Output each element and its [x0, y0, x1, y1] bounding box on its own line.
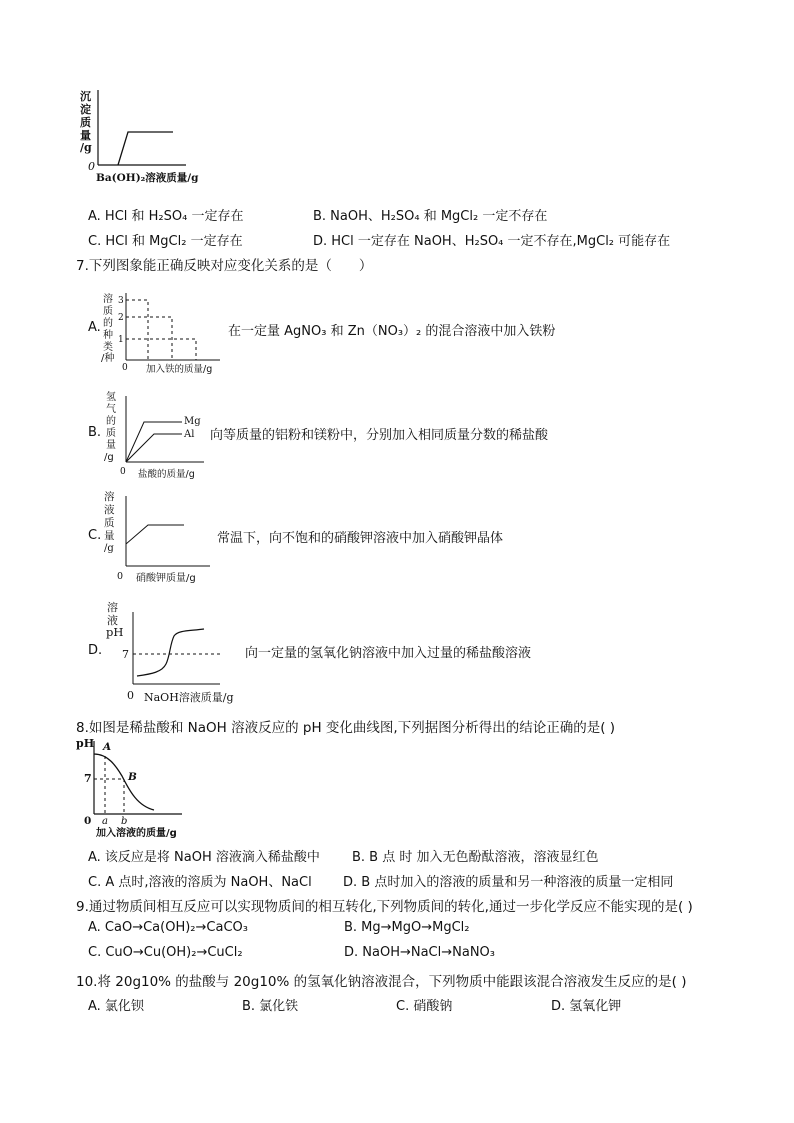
q8-point-b: B — [128, 771, 137, 783]
q7a-ylabel-6: /种 — [101, 353, 115, 364]
q7a-step-3 — [126, 339, 196, 360]
q7a-ytick-1: 1 — [118, 335, 124, 345]
q7c-curve — [126, 525, 184, 544]
q6-xlabel: Ba(OH)₂溶液质量/g — [96, 172, 199, 184]
q10-option-a[interactable]: A. 氯化钡 — [88, 999, 144, 1014]
q7a-ytick-2: 2 — [118, 313, 124, 323]
q7a-ylabel-2: 质 — [103, 306, 113, 317]
q8-stem: 8.如图是稀盐酸和 NaOH 溶液反应的 pH 变化曲线图,下列据图分析得出的结论正确的是( ) — [76, 720, 616, 736]
q6-ylabel-1: 沉 — [80, 90, 91, 103]
q7b-chart — [100, 388, 210, 480]
q6-option-a[interactable]: A. HCl 和 H₂SO₄ 一定存在 — [88, 209, 244, 224]
q7b-al-line — [126, 434, 182, 462]
q6-curve — [118, 132, 173, 165]
q6-chart — [78, 88, 208, 184]
q8-ytick-7: 7 — [84, 772, 92, 785]
q9-option-c[interactable]: C. CuO→Cu(OH)₂→CuCl₂ — [88, 945, 243, 960]
q7c-ylabel-4: 量 — [104, 530, 115, 542]
q9-stem: 9.通过物质间相互反应可以实现物质间的相互转化,下列物质间的转化,通过一步化学反应不能实现的是( ) — [76, 899, 693, 915]
q7b-al-label: Al — [184, 429, 195, 440]
q10-option-c[interactable]: C. 硝酸钠 — [396, 999, 453, 1014]
q8-point-a: A — [103, 741, 112, 753]
q8-option-c[interactable]: C. A 点时,溶液的溶质为 NaOH、NaCl — [88, 875, 312, 890]
q8-ylabel: pH — [76, 737, 95, 750]
q7a-step-1 — [126, 300, 148, 360]
q7d-ylabel-1: 溶 — [107, 601, 118, 614]
q7d-xlabel: NaOH溶液质量/g — [144, 691, 234, 704]
q7b-ylabel-4: 质 — [106, 428, 116, 439]
q7c-ylabel-1: 溶 — [104, 491, 115, 503]
q7c-ylabel-2: 液 — [104, 504, 115, 516]
q7a-xlabel: 加入铁的质量/g — [146, 364, 213, 375]
q7c-xlabel: 硝酸钾质量/g — [136, 573, 196, 584]
q7b-ylabel-6: /g — [104, 452, 114, 463]
q7b-ylabel-3: 的 — [106, 416, 116, 427]
q10-option-b[interactable]: B. 氯化铁 — [242, 999, 299, 1014]
q8-xtick-a: a — [102, 816, 108, 827]
q7a-ylabel-5: 类 — [103, 342, 113, 353]
q7-option-b-letter[interactable]: B. — [88, 425, 102, 440]
q7b-mg-label: Mg — [184, 416, 201, 427]
q7-option-c-letter[interactable]: C. — [88, 528, 102, 543]
q7-stem: 7.下列图象能正确反映对应变化关系的是（ ） — [76, 258, 373, 274]
q7d-origin: 0 — [127, 689, 134, 702]
q7d-ylabel-2: 液 — [107, 614, 118, 627]
q7-option-b-text: 向等质量的铝粉和镁粉中，分别加入相同质量分数的稀盐酸 — [210, 428, 549, 443]
q9-option-b[interactable]: B. Mg→MgO→MgCl₂ — [344, 920, 470, 935]
q8-option-b[interactable]: B. B 点 时 加入无色酚酞溶液，溶液显红色 — [352, 850, 599, 865]
q7a-ytick-3: 3 — [118, 296, 124, 306]
q6-ylabel-2: 淀 — [80, 103, 91, 116]
q7-option-a-letter[interactable]: A. — [88, 320, 101, 335]
q9-option-d[interactable]: D. NaOH→NaCl→NaNO₃ — [344, 945, 495, 960]
q7a-ylabel-4: 种 — [103, 330, 113, 341]
q8-option-d[interactable]: D. B 点时加入的溶液的质量和另一种溶液的质量一定相同 — [343, 875, 674, 890]
q10-stem: 10.将 20g10% 的盐酸与 20g10% 的氢氧化钠溶液混合，下列物质中能跟该混合溶液发生反应的是( ) — [76, 974, 687, 990]
q7d-ytick-7: 7 — [122, 648, 129, 661]
q6-ylabel-3: 质 — [80, 116, 91, 129]
q8-option-a[interactable]: A. 该反应是将 NaOH 溶液滴入稀盐酸中 — [88, 850, 320, 865]
q7c-chart — [100, 488, 220, 586]
q7-option-a-text: 在一定量 AgNO₃ 和 Zn（NO₃）₂ 的混合溶液中加入铁粉 — [228, 324, 556, 339]
q7b-xlabel: 盐酸的质量/g — [138, 469, 195, 480]
q6-ylabel-unit: /g — [80, 141, 92, 154]
q7-option-c-text: 常温下，向不饱和的硝酸钾溶液中加入硝酸钾晶体 — [217, 531, 504, 546]
q7d-chart — [100, 598, 250, 706]
q6-ylabel-4: 量 — [80, 129, 91, 142]
q7a-origin: 0 — [122, 363, 128, 373]
q7d-curve — [137, 629, 204, 676]
q6-option-d[interactable]: D. HCl 一定存在 NaOH、H₂SO₄ 一定不存在,MgCl₂ 可能存在 — [313, 234, 671, 249]
q7b-origin: 0 — [120, 467, 126, 477]
q8-chart — [72, 736, 202, 842]
q7b-ylabel-2: 气 — [106, 404, 116, 415]
q7c-ylabel-3: 质 — [104, 517, 115, 529]
q7a-ylabel-1: 溶 — [103, 294, 113, 305]
q8-origin: 0 — [84, 815, 92, 827]
q8-xlabel: 加入溶液的质量/g — [96, 828, 177, 839]
q7c-origin: 0 — [117, 571, 124, 582]
q8-xtick-b: b — [121, 816, 128, 827]
q9-option-a[interactable]: A. CaO→Ca(OH)₂→CaCO₃ — [88, 920, 248, 935]
q7a-ylabel-3: 的 — [103, 318, 113, 329]
q7b-ylabel-1: 氢 — [106, 392, 116, 403]
q7c-ylabel-5: /g — [104, 543, 114, 554]
q7-option-d-text: 向一定量的氢氧化钠溶液中加入过量的稀盐酸溶液 — [245, 646, 532, 661]
q7d-ylabel-ph: pH — [106, 625, 124, 639]
q6-option-c[interactable]: C. HCl 和 MgCl₂ 一定存在 — [88, 234, 243, 249]
q6-option-b[interactable]: B. NaOH、H₂SO₄ 和 MgCl₂ 一定不存在 — [313, 209, 548, 224]
q6-origin: 0 — [88, 160, 95, 173]
q7a-chart — [100, 290, 230, 378]
q7b-ylabel-5: 量 — [106, 440, 116, 451]
q7-option-d-letter[interactable]: D. — [88, 643, 103, 658]
q10-option-d[interactable]: D. 氢氧化钾 — [551, 999, 622, 1014]
q7b-mg-line — [126, 422, 182, 462]
